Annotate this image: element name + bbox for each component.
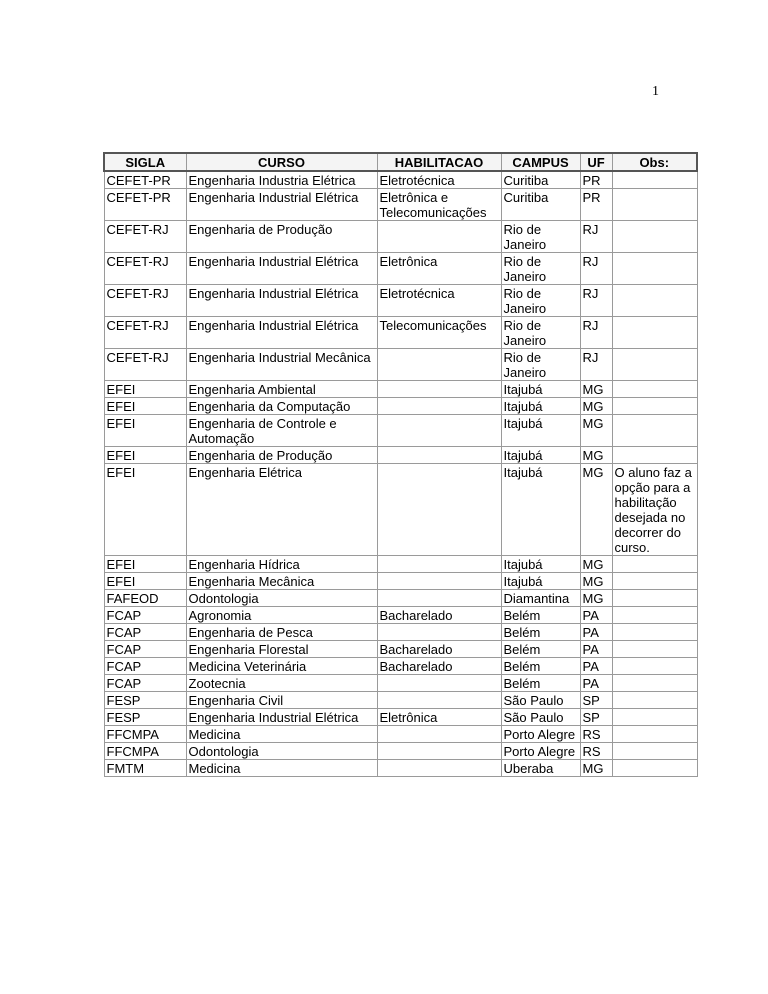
cell-uf: RJ: [580, 285, 612, 317]
cell-sigla: EFEI: [104, 381, 186, 398]
cell-sigla: CEFET-PR: [104, 171, 186, 189]
table-row: [104, 381, 697, 398]
cell-sigla: CEFET-RJ: [104, 253, 186, 285]
cell-campus: Itajubá: [501, 573, 580, 590]
cell-obs: [612, 658, 697, 675]
cell-sigla: EFEI: [104, 573, 186, 590]
table-row: [104, 317, 697, 349]
table-row: [104, 221, 697, 253]
cell-habilitacao: [377, 415, 501, 447]
cell-campus: Itajubá: [501, 556, 580, 573]
table-row: [104, 189, 697, 221]
table-row: [104, 556, 697, 573]
cell-campus: Itajubá: [501, 381, 580, 398]
cell-sigla: FFCMPA: [104, 726, 186, 743]
table-row: [104, 464, 697, 556]
cell-curso: Engenharia Industrial Elétrica: [186, 709, 377, 726]
cell-uf: MG: [580, 398, 612, 415]
table-header-row: [104, 153, 697, 171]
cell-habilitacao: [377, 624, 501, 641]
cell-sigla: FCAP: [104, 641, 186, 658]
cell-habilitacao: [377, 556, 501, 573]
cell-campus: Itajubá: [501, 415, 580, 447]
cell-sigla: CEFET-RJ: [104, 349, 186, 381]
cell-sigla: EFEI: [104, 447, 186, 464]
cell-uf: MG: [580, 760, 612, 777]
table-row: [104, 349, 697, 381]
cell-obs: [612, 398, 697, 415]
cell-obs: [612, 253, 697, 285]
cell-curso: Engenharia de Produção: [186, 221, 377, 253]
cell-uf: PR: [580, 189, 612, 221]
cell-campus: Itajubá: [501, 447, 580, 464]
cell-sigla: FFCMPA: [104, 743, 186, 760]
cell-sigla: CEFET-PR: [104, 189, 186, 221]
cell-habilitacao: [377, 349, 501, 381]
cell-obs: [612, 221, 697, 253]
table-row: [104, 171, 697, 189]
cell-curso: Engenharia Industria Elétrica: [186, 171, 377, 189]
header-habilitacao: HABILITACAO: [377, 153, 501, 171]
cell-campus: Porto Alegre: [501, 743, 580, 760]
header-uf: UF: [580, 153, 612, 171]
cell-habilitacao: [377, 573, 501, 590]
cell-habilitacao: Bacharelado: [377, 641, 501, 658]
cell-curso: Engenharia Industrial Elétrica: [186, 253, 377, 285]
cell-curso: Engenharia de Produção: [186, 447, 377, 464]
cell-sigla: CEFET-RJ: [104, 317, 186, 349]
cell-obs: [612, 624, 697, 641]
cell-sigla: FMTM: [104, 760, 186, 777]
cell-sigla: FESP: [104, 692, 186, 709]
cell-uf: SP: [580, 692, 612, 709]
cell-habilitacao: Eletrônica: [377, 709, 501, 726]
cell-campus: Belém: [501, 624, 580, 641]
cell-uf: MG: [580, 464, 612, 556]
cell-campus: São Paulo: [501, 692, 580, 709]
table-row: [104, 675, 697, 692]
cell-curso: Engenharia de Controle e Automação: [186, 415, 377, 447]
table-body: [104, 171, 697, 777]
cell-campus: Curitiba: [501, 189, 580, 221]
cell-curso: Zootecnia: [186, 675, 377, 692]
header-sigla: SIGLA: [104, 153, 186, 171]
table-row: [104, 447, 697, 464]
cell-curso: Engenharia Ambiental: [186, 381, 377, 398]
cell-curso: Engenharia Civil: [186, 692, 377, 709]
cell-sigla: FCAP: [104, 658, 186, 675]
cell-habilitacao: Eletrônica: [377, 253, 501, 285]
cell-habilitacao: Eletrônica e Telecomunicações: [377, 189, 501, 221]
table-row: [104, 726, 697, 743]
cell-campus: Rio de Janeiro: [501, 317, 580, 349]
cell-sigla: EFEI: [104, 556, 186, 573]
cell-sigla: FAFEOD: [104, 590, 186, 607]
cell-obs: [612, 590, 697, 607]
cell-sigla: FCAP: [104, 607, 186, 624]
cell-habilitacao: [377, 675, 501, 692]
cell-campus: Uberaba: [501, 760, 580, 777]
cell-obs: [612, 317, 697, 349]
cell-sigla: EFEI: [104, 415, 186, 447]
cell-campus: Curitiba: [501, 171, 580, 189]
cell-curso: Engenharia Elétrica: [186, 464, 377, 556]
cell-sigla: FCAP: [104, 624, 186, 641]
cell-curso: Agronomia: [186, 607, 377, 624]
table-row: [104, 658, 697, 675]
courses-table: [103, 152, 698, 777]
cell-uf: MG: [580, 556, 612, 573]
table-row: [104, 285, 697, 317]
cell-campus: Rio de Janeiro: [501, 253, 580, 285]
cell-curso: Engenharia Hídrica: [186, 556, 377, 573]
table-row: [104, 573, 697, 590]
cell-curso: Engenharia Industrial Elétrica: [186, 189, 377, 221]
cell-habilitacao: Bacharelado: [377, 658, 501, 675]
cell-sigla: CEFET-RJ: [104, 285, 186, 317]
cell-uf: PA: [580, 641, 612, 658]
header-curso: CURSO: [186, 153, 377, 171]
cell-obs: [612, 349, 697, 381]
cell-uf: MG: [580, 447, 612, 464]
cell-campus: Itajubá: [501, 464, 580, 556]
cell-campus: Diamantina: [501, 590, 580, 607]
cell-obs: [612, 675, 697, 692]
cell-curso: Engenharia de Pesca: [186, 624, 377, 641]
cell-habilitacao: Bacharelado: [377, 607, 501, 624]
cell-sigla: FCAP: [104, 675, 186, 692]
table-row: [104, 624, 697, 641]
cell-curso: Medicina: [186, 726, 377, 743]
cell-uf: MG: [580, 415, 612, 447]
cell-habilitacao: Eletrotécnica: [377, 285, 501, 317]
cell-obs: [612, 556, 697, 573]
cell-campus: Belém: [501, 658, 580, 675]
cell-obs: [612, 692, 697, 709]
cell-habilitacao: [377, 590, 501, 607]
cell-uf: RS: [580, 743, 612, 760]
cell-obs: [612, 709, 697, 726]
cell-uf: SP: [580, 709, 612, 726]
cell-curso: Engenharia Florestal: [186, 641, 377, 658]
cell-uf: PR: [580, 171, 612, 189]
cell-habilitacao: [377, 221, 501, 253]
cell-habilitacao: [377, 743, 501, 760]
cell-curso: Odontologia: [186, 743, 377, 760]
header-obs: Obs:: [612, 153, 697, 171]
table-row: [104, 760, 697, 777]
cell-uf: RJ: [580, 221, 612, 253]
cell-habilitacao: [377, 692, 501, 709]
cell-curso: Engenharia Mecânica: [186, 573, 377, 590]
cell-obs: [612, 607, 697, 624]
cell-obs: [612, 743, 697, 760]
cell-obs: [612, 381, 697, 398]
cell-uf: RJ: [580, 317, 612, 349]
cell-sigla: FESP: [104, 709, 186, 726]
cell-campus: São Paulo: [501, 709, 580, 726]
cell-campus: Rio de Janeiro: [501, 285, 580, 317]
cell-curso: Engenharia da Computação: [186, 398, 377, 415]
cell-habilitacao: Eletrotécnica: [377, 171, 501, 189]
cell-obs: [612, 285, 697, 317]
cell-obs: [612, 573, 697, 590]
cell-uf: MG: [580, 590, 612, 607]
cell-sigla: EFEI: [104, 464, 186, 556]
cell-campus: Itajubá: [501, 398, 580, 415]
cell-obs: [612, 171, 697, 189]
table-row: [104, 590, 697, 607]
cell-uf: PA: [580, 675, 612, 692]
cell-obs: [612, 641, 697, 658]
cell-habilitacao: [377, 760, 501, 777]
cell-curso: Engenharia Industrial Elétrica: [186, 285, 377, 317]
cell-uf: MG: [580, 381, 612, 398]
cell-obs: [612, 189, 697, 221]
cell-uf: PA: [580, 607, 612, 624]
cell-curso: Engenharia Industrial Mecânica: [186, 349, 377, 381]
cell-uf: RJ: [580, 349, 612, 381]
cell-uf: PA: [580, 658, 612, 675]
cell-campus: Belém: [501, 641, 580, 658]
cell-campus: Rio de Janeiro: [501, 349, 580, 381]
cell-obs: O aluno faz a opção para a habilitação desejada no decorrer do curso.: [612, 464, 697, 556]
table-row: [104, 607, 697, 624]
table-row: [104, 743, 697, 760]
cell-campus: Belém: [501, 607, 580, 624]
cell-habilitacao: [377, 381, 501, 398]
cell-habilitacao: [377, 464, 501, 556]
cell-uf: PA: [580, 624, 612, 641]
table-row: [104, 692, 697, 709]
cell-obs: [612, 726, 697, 743]
table-row: [104, 641, 697, 658]
table-row: [104, 253, 697, 285]
cell-habilitacao: [377, 398, 501, 415]
cell-obs: [612, 760, 697, 777]
cell-uf: RS: [580, 726, 612, 743]
table-row: [104, 709, 697, 726]
cell-curso: Medicina: [186, 760, 377, 777]
cell-sigla: CEFET-RJ: [104, 221, 186, 253]
cell-campus: Rio de Janeiro: [501, 221, 580, 253]
cell-habilitacao: Telecomunicações: [377, 317, 501, 349]
table-row: [104, 398, 697, 415]
page-number: 1: [652, 84, 659, 99]
cell-uf: MG: [580, 573, 612, 590]
cell-habilitacao: [377, 726, 501, 743]
cell-obs: [612, 447, 697, 464]
table-row: [104, 415, 697, 447]
cell-campus: Belém: [501, 675, 580, 692]
cell-curso: Medicina Veterinária: [186, 658, 377, 675]
cell-sigla: EFEI: [104, 398, 186, 415]
cell-curso: Odontologia: [186, 590, 377, 607]
cell-habilitacao: [377, 447, 501, 464]
cell-uf: RJ: [580, 253, 612, 285]
cell-obs: [612, 415, 697, 447]
header-campus: CAMPUS: [501, 153, 580, 171]
cell-curso: Engenharia Industrial Elétrica: [186, 317, 377, 349]
cell-campus: Porto Alegre: [501, 726, 580, 743]
